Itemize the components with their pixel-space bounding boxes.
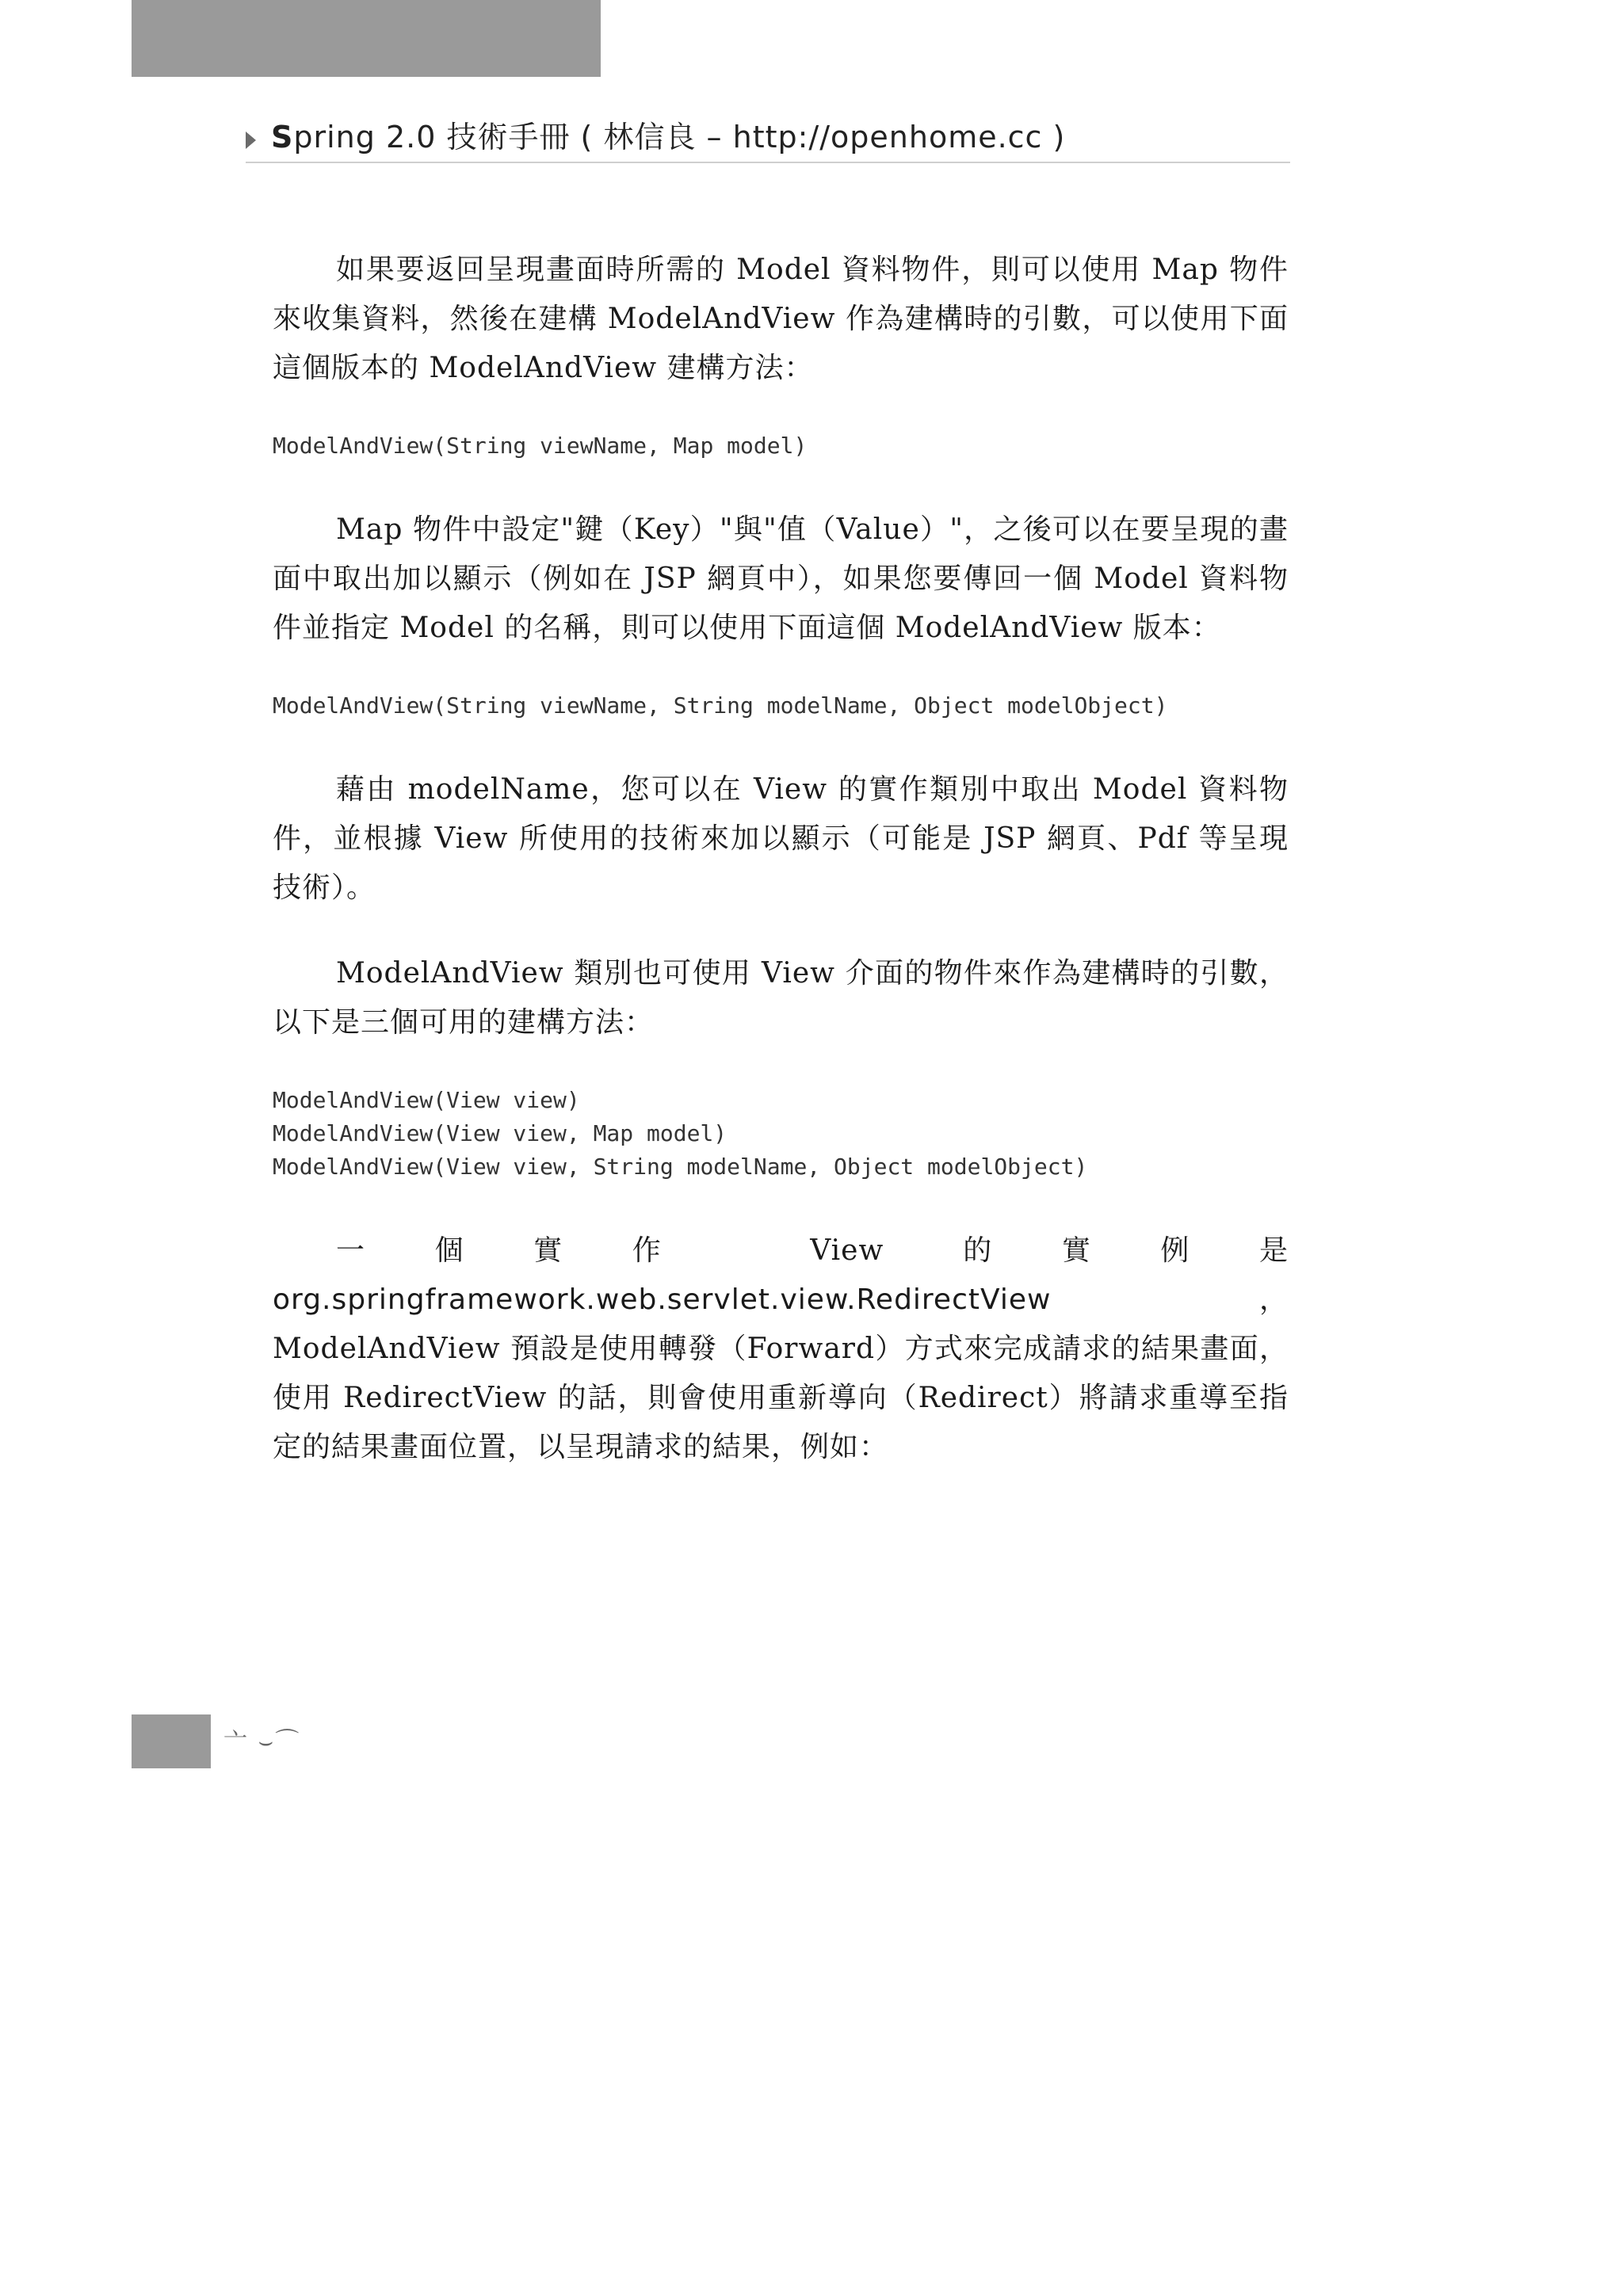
- page-content: [273, 246, 1289, 1508]
- paragraph-5-intro: 一個實作 View 的實例是: [336, 1234, 1289, 1267]
- header-initial: S: [271, 120, 294, 154]
- code-block-3: ModelAndView(View view) ModelAndView(View view, Map model) ModelAndView(View view, String modelName, Object modelObject): [273, 1087, 1088, 1180]
- code-block-2: ModelAndView(String viewName, String modelName, Object modelObject): [273, 692, 1168, 719]
- paragraph-1: 如果要返回呈現畫面時所需的 Model 資料物件，則可以使用 Map 物件來收集資料，然後在建構 ModelAndView 作為建構時的引數，可以使用下面這個版本的 ModelAndView 建構方法：: [273, 254, 1289, 384]
- footer-decor-block: [132, 1714, 211, 1768]
- running-header: [246, 117, 1290, 163]
- top-decor-block: [132, 0, 601, 77]
- header-title-rest: pring 2.0 技術手冊 ( 林信良 – http://openhome.cc ): [293, 120, 1066, 154]
- redirectview-class-name: org.springframework.web.servlet.view.RedirectView: [273, 1283, 1052, 1316]
- paragraph-5-rest: ，ModelAndView 預設是使用轉發（Forward）方式來完成請求的結果畫面，使用 RedirectView 的話，則會使用重新導向（Redirect）將請求重導至指定的結果畫面位置，以呈現請求的結果，例如：: [273, 1283, 1289, 1463]
- header-title: [271, 117, 1065, 157]
- paragraph-5: [273, 1226, 1289, 1472]
- footer-page-mark: 亠 ⌣⌒: [223, 1728, 301, 1756]
- code-block-1: ModelAndView(String viewName, Map model): [273, 433, 808, 459]
- paragraph-4: ModelAndView 類別也可使用 View 介面的物件來作為建構時的引數，以下是三個可用的建構方法：: [273, 957, 1289, 1039]
- header-arrow-icon: [246, 132, 256, 149]
- paragraph-3: 藉由 modelName，您可以在 View 的實作類別中取出 Model 資料物件，並根據 View 所使用的技術來加以顯示（可能是 JSP 網頁、Pdf 等呈現技術）。: [273, 773, 1289, 904]
- paragraph-2: Map 物件中設定"鍵（Key）"與"值（Value）"，之後可以在要呈現的畫面中取出加以顯示（例如在 JSP 網頁中），如果您要傳回一個 Model 資料物件並指定 Model 的名稱，則可以使用下面這個 ModelAndView 版本：: [273, 513, 1289, 644]
